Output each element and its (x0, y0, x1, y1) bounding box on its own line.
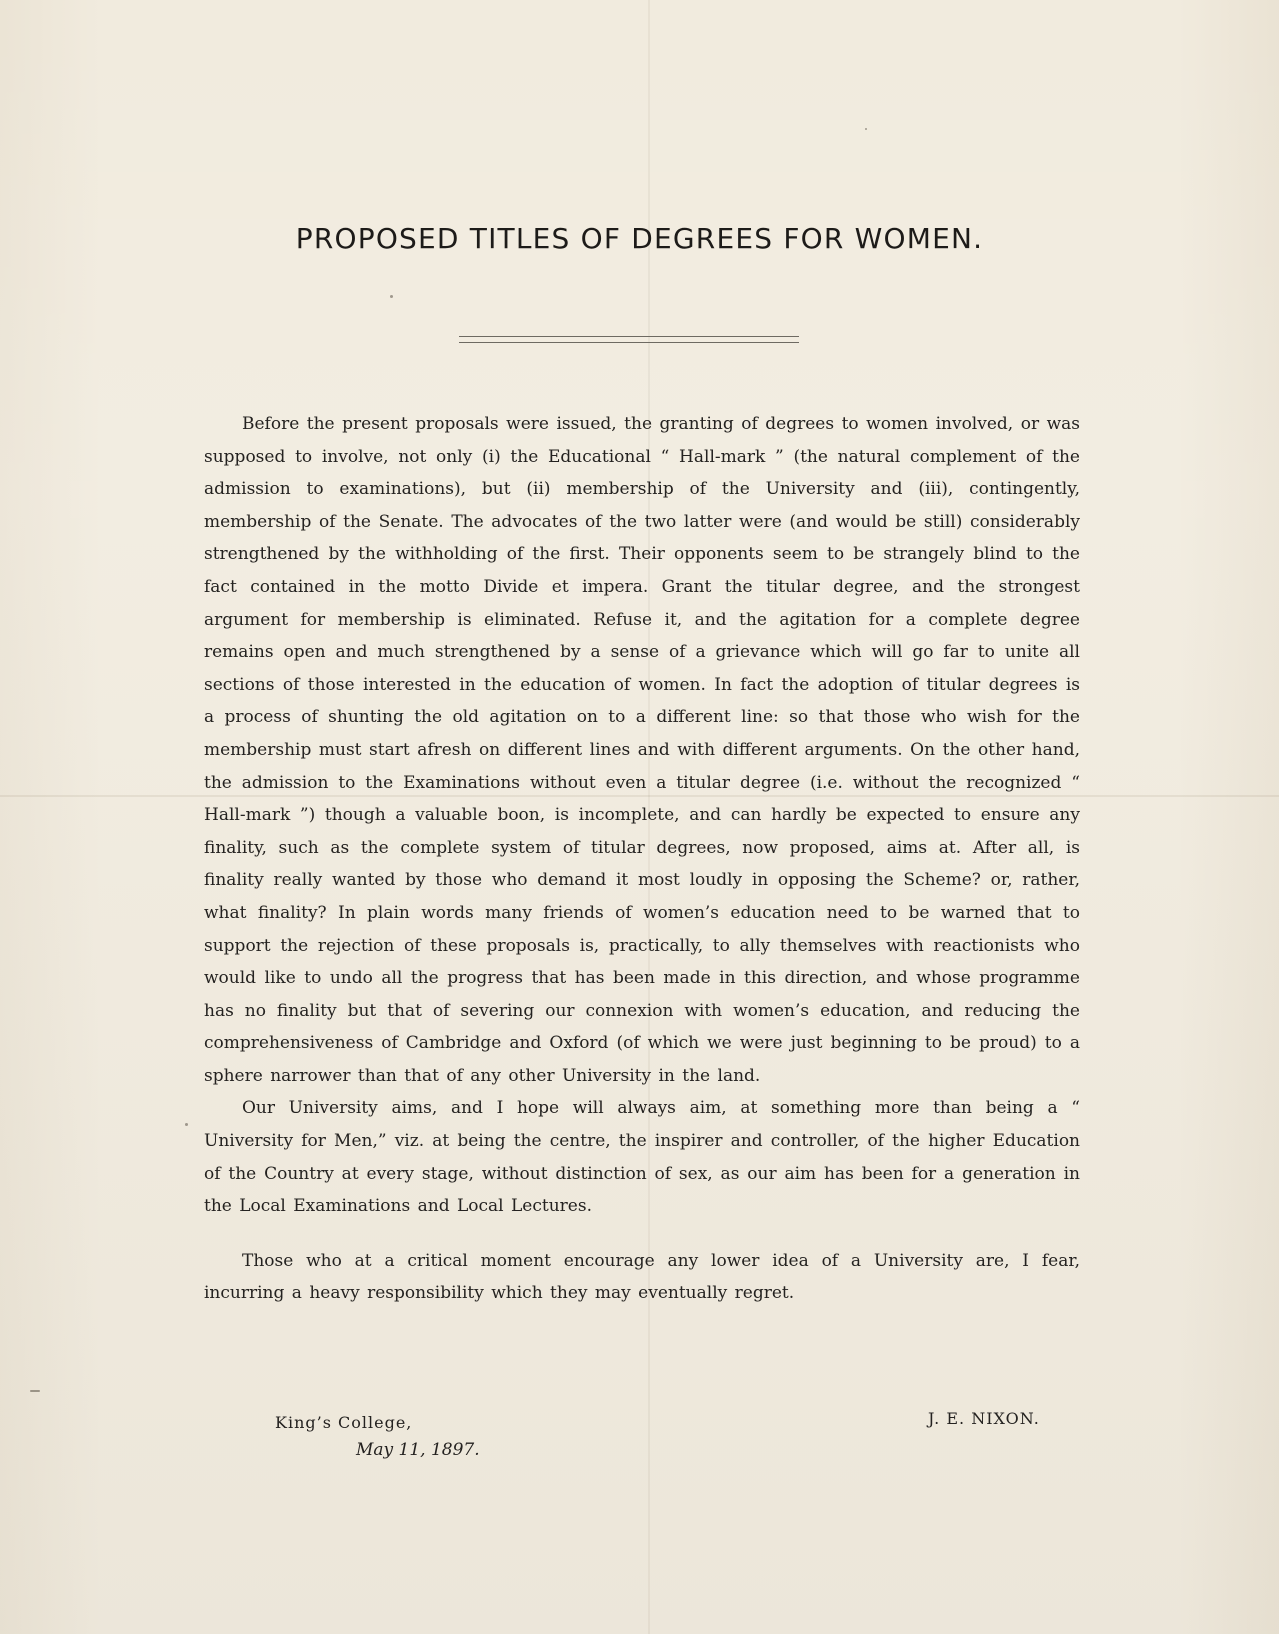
paper-speck (865, 128, 867, 130)
title-double-rule (459, 336, 799, 343)
paper-speck (390, 295, 393, 298)
paper-speck (185, 1123, 188, 1126)
paragraph-2: Our University aims, and I hope will always aim, at something more than being a “ University for Men,” viz. at being the centre, the inspirer and controller, of the higher Education of the Country at every stage, without distinction of sex, as our aim has been for a generation in the Local Examinations and Local Lectures. (204, 1098, 1080, 1217)
signature-name: J. E. NIXON. (928, 1409, 1040, 1428)
document-title: PROPOSED TITLES OF DEGREES FOR WOMEN. (295, 222, 984, 255)
paragraph-3: Those who at a critical moment encourage any lower idea of a University are, I fear, incurring a heavy responsibility which they may eventually regret. (204, 1250, 1080, 1304)
document-body (204, 408, 1080, 1310)
signature-date: May 11, 1897. (356, 1440, 480, 1460)
signature-place: King’s College, (275, 1413, 413, 1432)
paragraph-1: Before the present proposals were issued, the granting of degrees to women involved, or was supposed to involve, not only (i) the Educational “ Hall-mark ” (the natural complement of the admission to examinations), but (ii) membership of the University and (iii), contingently, membership of the Senate. The advocates of the two latter were (and would be still) considerably strengthened by the withholding of the first. Their opponents seem to be strangely blind to the fact contained in the motto Divide et impera. Grant the titular degree, and the strongest argument for membership is eliminated. Refuse it, and the agitation for a complete degree remains open and much strengthened by a sense of a grievance which will go far to unite all sections of those interested in the education of women. In fact the adoption of titular degrees is a process of shunting the old agitation on to a different line: so that those who wish for the membership must start afresh on different lines and with different arguments. On the other hand, the admission to the Examinations without even a titular degree (i.e. without the recognized “ Hall-mark ”) though a valuable boon, is incomplete, and can hardly be expected to ensure any finality, such as the complete system of titular degrees, now proposed, aims at. After all, is finality really wanted by those who demand it most loudly in opposing the Scheme? or, rather, what finality? In plain words many friends of women’s education need to be warned that to support the rejection of these proposals is, practically, to ally themselves with reactionists who would like to undo all the progress that has been made in this direction, and whose programme has no finality but that of severing our connexion with women’s education, and reducing the comprehensiveness of Cambridge and Oxford (of which we were just beginning to be proud) to a sphere narrower than that of any other University in the land. (204, 414, 1080, 1086)
paper-speck (30, 1390, 40, 1392)
